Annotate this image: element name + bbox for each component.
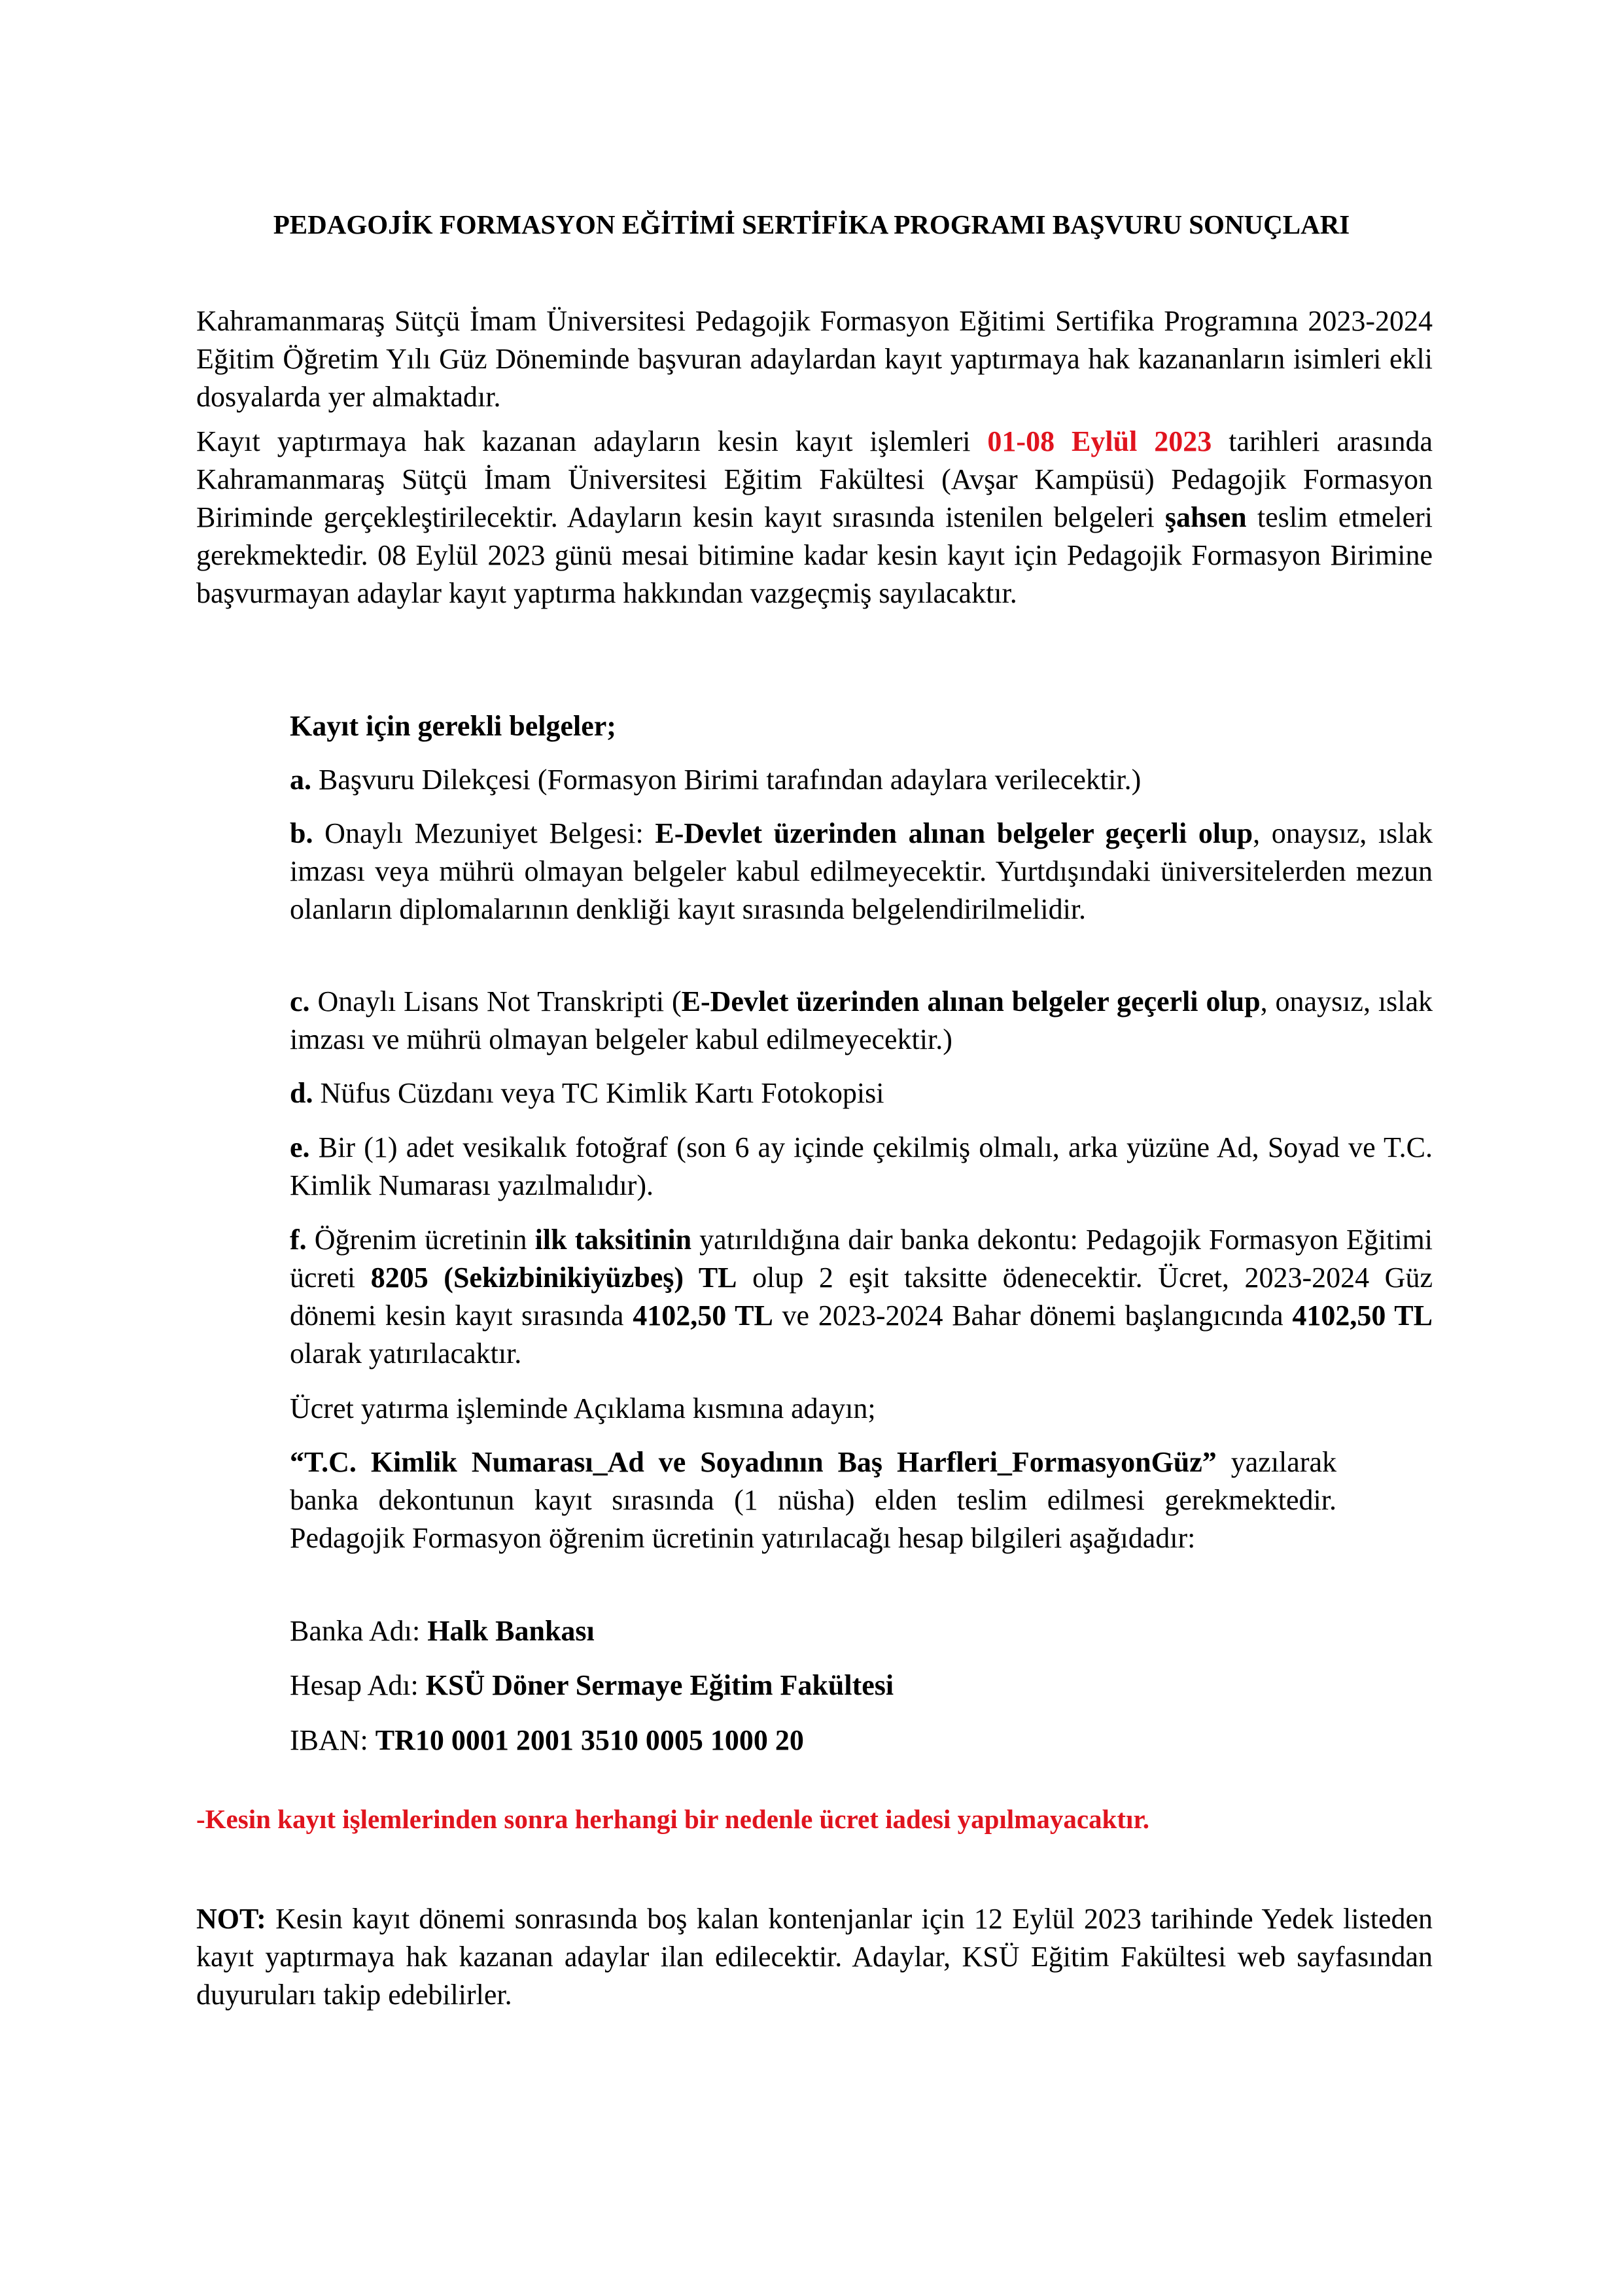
payment-code: “T.C. Kimlik Numarası_Ad ve Soyadının Baş Harfleri_FormasyonGüz” xyxy=(290,1446,1217,1478)
note-paragraph xyxy=(196,1900,1433,2014)
item-emphasis: E-Devlet üzerinden alınan belgeler geçerli olup xyxy=(655,817,1253,849)
item-marker: c. xyxy=(290,985,310,1017)
item-marker: e. xyxy=(290,1131,310,1163)
page-title: PEDAGOJİK FORMASYON EĞİTİMİ SERTİFİKA PROGRAMI BAŞVURU SONUÇLARI xyxy=(273,209,1350,239)
item-marker: f. xyxy=(290,1224,307,1256)
in-person-emphasis: şahsen xyxy=(1164,501,1247,533)
document-item-e xyxy=(290,1129,1433,1205)
required-documents-heading xyxy=(290,707,1433,745)
document-item-c xyxy=(290,983,1433,1059)
iban-row xyxy=(290,1722,1433,1759)
item-text: , onaysız, ıslak imzası veya mührü olmayan belgeler kabul edilmeyecektir. Yurtdışındaki üniversitelerden mezun olanların diplomalarının denkliği kayıt sırasında belgelendirilmelidir. xyxy=(290,817,1433,925)
account-name-row xyxy=(290,1667,1433,1704)
account-name-label: Hesap Adı: xyxy=(290,1669,426,1701)
payment-description xyxy=(290,1443,1336,1557)
payment-instructions: yazılarak banka dekontunun kayıt sırasında (1 nüsha) elden teslim edilmesi gerekmektedir. Pedagojik Formasyon öğrenim ücretinin yatırılacağı hesap bilgileri aşağıdadır: xyxy=(290,1446,1336,1554)
item-emphasis: E-Devlet üzerinden alınan belgeler geçerli olup xyxy=(681,985,1261,1017)
registration-text-1: Kayıt yaptırmaya hak kazanan adayların kesin kayıt işlemleri xyxy=(196,425,988,457)
intro-paragraph: Kahramanmaraş Sütçü İmam Üniversitesi Pedagojik Formasyon Eğitimi Sertifika Programına 2023-2024 Eğitim Öğretim Yılı Güz Döneminde başvuran adaylardan kayıt yaptırmaya hak kazananların isimleri ekli dosyalarda yer almaktadır. xyxy=(196,305,1433,413)
fee-total: 8205 (Sekizbinikiyüzbeş) TL xyxy=(370,1262,737,1294)
registration-text-3: teslim etmeleri gerekmektedir. 08 Eylül 2023 günü mesai bitimine kadar kesin kayıt için Pedagojik Formasyon Birimine başvurmayan adaylar kayıt yaptırma hakkından vazgeçmiş sayılacaktır. xyxy=(196,501,1433,609)
payment-intro-text: Ücret yatırma işleminde Açıklama kısmına adayın; xyxy=(290,1392,876,1424)
document-item-f xyxy=(290,1221,1433,1373)
fee-installment-2: 4102,50 TL xyxy=(1292,1299,1433,1332)
item-text: Onaylı Lisans Not Transkripti ( xyxy=(309,985,682,1017)
item-emphasis: ilk taksitinin xyxy=(534,1224,692,1256)
iban-value: TR10 0001 2001 3510 0005 1000 20 xyxy=(375,1724,804,1756)
item-text: Başvuru Dilekçesi (Formasyon Birimi tarafından adaylara verilecektir.) xyxy=(311,764,1142,796)
iban-label: IBAN: xyxy=(290,1724,375,1756)
item-text: yatırıldığına dair banka dekontu: Pedagojik Formasyon Eğitimi ücreti xyxy=(290,1224,1433,1294)
item-text: olup 2 eşit taksitte ödenecektir. Ücret, 2023-2024 Güz dönemi kesin kayıt sırasında xyxy=(290,1262,1433,1332)
registration-dates: 01-08 Eylül 2023 xyxy=(987,425,1212,457)
item-text: Bir (1) adet vesikalık fotoğraf (son 6 ay içinde çekilmiş olmalı, arka yüzüne Ad, Soyad ve T.C. Kimlik Numarası yazılmalıdır). xyxy=(290,1131,1433,1201)
registration-paragraph xyxy=(196,423,1433,612)
fee-installment-1: 4102,50 TL xyxy=(633,1299,773,1332)
document-item-b xyxy=(290,815,1433,928)
item-marker: d. xyxy=(290,1077,313,1109)
note-text: Kesin kayıt dönemi sonrasında boş kalan kontenjanlar için 12 Eylül 2023 tarihinde Yedek listeden kayıt yaptırmaya hak kazanan adaylar ilan edilecektir. Adaylar, KSÜ Eğitim Fakültesi web sayfasından duyuruları takip edebilirler. xyxy=(196,1903,1433,2011)
item-marker: b. xyxy=(290,817,313,849)
documents-heading: Kayıt için gerekli belgeler; xyxy=(290,710,616,742)
refund-warning: -Kesin kayıt işlemlerinden sonra herhangi bir nedenle ücret iadesi yapılmayacaktır. xyxy=(196,1804,1150,1834)
registration-text-2: tarihleri arasında Kahramanmaraş Sütçü İmam Üniversitesi Eğitim Fakültesi (Avşar Kampüsü) Pedagojik Formasyon Biriminde gerçekleştirilecektir. Adayların kesin kayıt sırasında istenilen belgeleri xyxy=(196,425,1433,533)
item-text: Onaylı Mezuniyet Belgesi: xyxy=(313,817,655,849)
item-text: olarak yatırılacaktır. xyxy=(290,1337,522,1369)
note-label: NOT: xyxy=(196,1903,266,1935)
item-text: Öğrenim ücretinin xyxy=(306,1224,535,1256)
bank-name-value: Halk Bankası xyxy=(427,1615,595,1647)
item-text: , onaysız, ıslak imzası ve mührü olmayan belgeler kabul edilmeyecektir.) xyxy=(290,985,1433,1055)
document-item-a xyxy=(290,761,1433,799)
item-text: Nüfus Cüzdanı veya TC Kimlik Kartı Fotokopisi xyxy=(313,1077,884,1109)
payment-intro xyxy=(290,1390,1433,1428)
bank-name-label: Banka Adı: xyxy=(290,1615,428,1647)
document-item-d xyxy=(290,1074,1433,1112)
bank-name-row xyxy=(290,1612,1433,1650)
item-marker: a. xyxy=(290,764,311,796)
account-name-value: KSÜ Döner Sermaye Eğitim Fakültesi xyxy=(425,1669,894,1701)
item-text: ve 2023-2024 Bahar dönemi başlangıcında xyxy=(773,1299,1293,1332)
